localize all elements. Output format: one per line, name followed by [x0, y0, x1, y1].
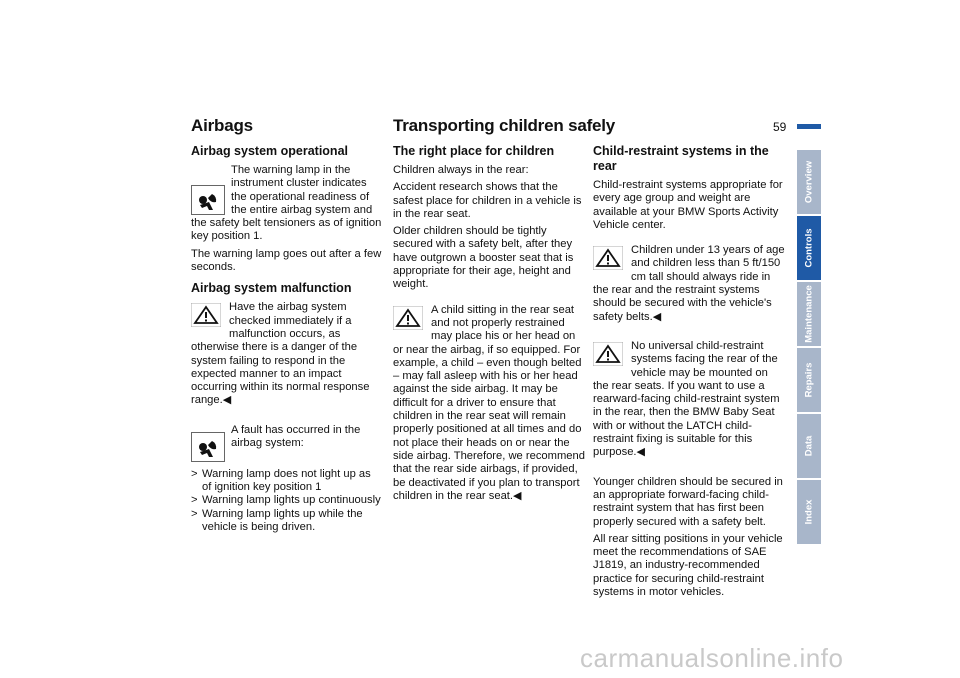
paragraph: Older children should be tightly secured with a safety belt, after they have outgrown a booster seat that is appropriate for their age, height and weight. — [393, 225, 574, 291]
heading-child-restraint: Child-restraint systems in the rear — [593, 144, 769, 173]
paragraph: Children always in the rear: — [393, 164, 529, 176]
tab-index[interactable]: Index — [797, 480, 821, 544]
chapter-tabs — [797, 150, 821, 546]
list-item: > Warning lamp does not light up as of ignition key position 1 — [191, 468, 383, 495]
airbag-operational-text-2: The warning lamp goes out after a few seconds. — [191, 247, 382, 274]
list-item: > Warning lamp lights up while the vehicle is being driven. — [191, 508, 383, 535]
age-warning-block — [593, 244, 786, 328]
section-title-airbags: Airbags — [191, 116, 253, 135]
page-number: 59 — [773, 120, 787, 134]
column-right-place — [393, 144, 585, 507]
warning-triangle-icon — [191, 303, 221, 327]
paragraph: All rear sitting positions in your vehicle meet the recommendations of SAE J1819, an industry-recommended practice for securing child-restraint systems in motor vehicles. — [593, 532, 783, 599]
tab-controls[interactable]: Controls — [797, 216, 821, 280]
rear-seat-warning-text: A child sitting in the rear seat and not properly restrained may place his or her head on or near the airbag, if so equipped. For example, a child – even though belted – may fall asleep with his or her head against the side airbag. It may be difficult for a driver to ensure that children in the rear seat will remain properly positioned at all times and do not place their heads on or near the side airbag. Therefore, we recommend that the rear side airbags, if provided, be deactivated if you plan to transport children in the rear seat.◀ — [393, 303, 585, 502]
airbag-fault-text: A fault has occurred in the airbag system: — [231, 423, 361, 450]
warning-triangle-icon — [593, 342, 623, 366]
list-item: > Warning lamp lights up continuously — [191, 494, 383, 507]
watermark: carmanualsonline.info — [580, 643, 844, 673]
paragraph: Child-restraint systems appropriate for every age group and weight are available at your BMW Sports Activity Vehicle center. — [593, 179, 783, 231]
column-airbags — [191, 144, 383, 534]
rear-seat-warning-block — [393, 304, 585, 507]
column-child-restraint — [593, 144, 786, 603]
tab-data[interactable]: Data — [797, 414, 821, 478]
rearward-seat-warning-block — [593, 340, 786, 464]
airbag-person-icon — [191, 185, 225, 215]
airbag-operational-text: The warning lamp in the instrument cluster indicates the operational readiness of the entire airbag system and the safety belt tensioners as of ignition key position 1. — [191, 164, 382, 243]
page-marker-bar — [797, 124, 821, 129]
rearward-seat-warning-text: No universal child-restraint systems facing the rear of the vehicle may be mounted on the rear seats. If you want to use a rearward-facing child-restraint system in the rear, then the BMW Baby Seat with or without the LATCH child-restraint fixing is suitable for this purpose.◀ — [593, 339, 780, 459]
airbag-malfunction-block — [191, 301, 383, 411]
tab-overview[interactable]: Overview — [797, 150, 821, 214]
heading-right-place: The right place for children — [393, 144, 555, 158]
tab-maintenance[interactable]: Maintenance — [797, 282, 821, 346]
section-title-transporting-children: Transporting children safely — [393, 116, 616, 135]
paragraph: Accident research shows that the safest place for children in a vehicle is in the rear seat. — [393, 181, 582, 220]
warning-triangle-icon — [593, 246, 623, 270]
paragraph: Younger children should be secured in an appropriate forward-facing child-restraint system that has first been properly secured with a safety belt. — [593, 475, 783, 528]
heading-airbag-operational: Airbag system operational — [191, 144, 348, 158]
heading-airbag-malfunction: Airbag system malfunction — [191, 281, 352, 296]
age-warning-text: Children under 13 years of age and children less than 5 ft/150 cm tall should always ride in the rear and the restraint systems should be secured with the vehicle's safety belts.◀ — [593, 244, 785, 323]
airbag-person-icon — [191, 432, 225, 462]
fault-list — [191, 468, 383, 534]
airbag-fault-block — [191, 424, 383, 464]
tab-repairs[interactable]: Repairs — [797, 348, 821, 412]
warning-triangle-icon — [393, 306, 423, 330]
airbag-operational-block — [191, 164, 383, 278]
airbag-malfunction-text: Have the airbag system checked immediately if a malfunction occurs, as otherwise there is a danger of the system failing to respond in the expected manner to an impact occurring within its normal response range.◀ — [191, 301, 370, 407]
